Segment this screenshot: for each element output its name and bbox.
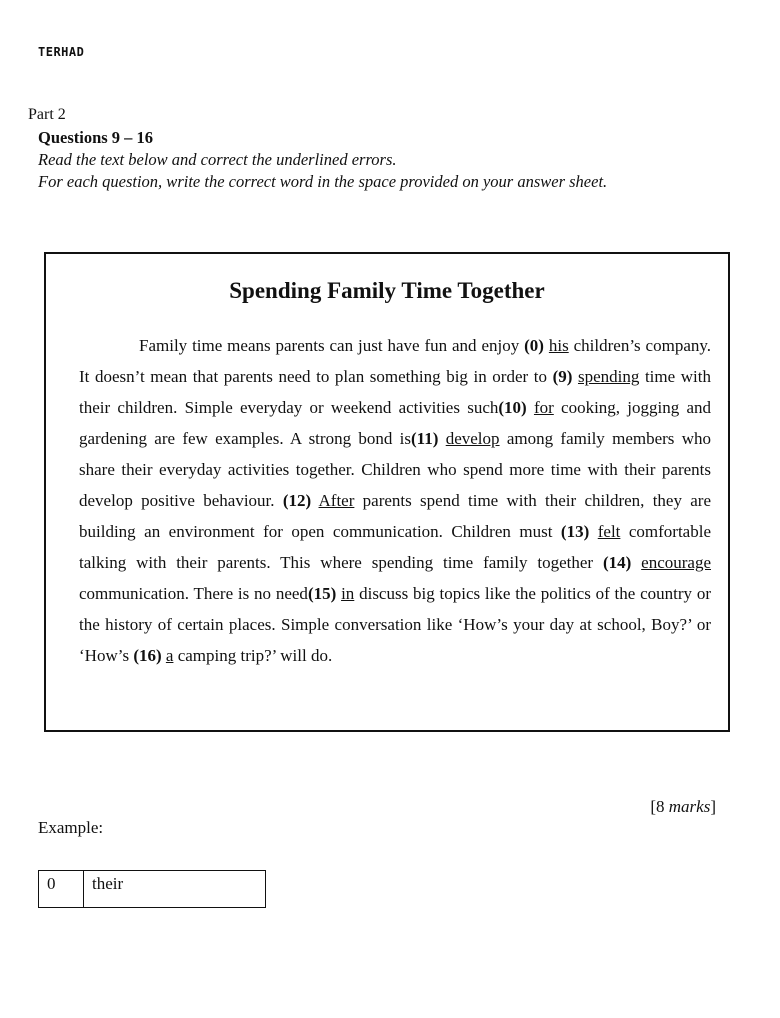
question-number: (11) [411, 429, 439, 448]
passage-title: Spending Family Time Together [229, 278, 545, 303]
marks-open: [8 [650, 797, 669, 816]
passage-text: parents spend time with their children, they are building an environment for open communication. Children must [79, 491, 712, 541]
passage-text [438, 429, 445, 448]
passage-text [527, 398, 534, 417]
example-label: Example: [38, 818, 104, 837]
part-label: Part 2 [28, 106, 66, 123]
passage-text [631, 553, 641, 572]
passage-text: among family members who share their everyday activities together. Children who spend more time with their parents develop positive behaviour. [79, 429, 711, 510]
underlined-error: in [341, 584, 355, 603]
passage-text: comfortable talking with their parents. This where spending time family together [79, 522, 711, 572]
passage-text: Family time means parents can just have fun and enjoy [139, 336, 525, 355]
marks-allocation [650, 797, 716, 817]
passage-text: discuss big topics like the politics of the country or the history of certain places. Simple conversation like ‘How’s your day at school, Boy?’ or ‘How’s [79, 584, 712, 665]
underlined-error: spending [577, 367, 640, 386]
underlined-error: encourage [641, 553, 711, 572]
question-number: (10) [498, 398, 527, 417]
instruction-line-2: For each question, write the correct word in the space provided on your answer sheet. [38, 172, 608, 191]
questions-range: Questions 9 – 16 [38, 128, 154, 147]
passage-box [44, 252, 730, 732]
underlined-error: felt [597, 522, 621, 541]
marks-close: ] [710, 797, 716, 816]
underlined-error: After [318, 491, 355, 510]
passage-text: communication. There is no need [79, 584, 308, 603]
passage-body [79, 330, 711, 671]
marks-word: marks [668, 797, 711, 816]
question-number: (16) [133, 646, 162, 665]
underlined-error: for [533, 398, 554, 417]
example-answer-table [38, 870, 266, 908]
passage-text: cooking, jogging and gardening are few examples. A strong bond is [79, 398, 712, 448]
question-number: (0) [524, 336, 544, 355]
instructions-block [38, 127, 607, 193]
question-number: (14) [602, 553, 632, 572]
question-number: (9) [552, 367, 573, 386]
underlined-error: a [165, 646, 174, 665]
passage-text [589, 522, 597, 541]
underlined-error: develop [445, 429, 500, 448]
passage-text: time with their children. Simple everyday or weekend activities such [79, 367, 711, 417]
classification-label: TERHAD [38, 45, 85, 59]
example-row [39, 871, 266, 908]
underlined-error: his [548, 336, 569, 355]
passage-text: children’s company. It doesn’t mean that parents need to plan something big in order to [79, 336, 712, 386]
question-number: (12) [282, 491, 312, 510]
example-number-cell: 0 [39, 871, 84, 908]
instruction-line-1: Read the text below and correct the underlined errors. [38, 150, 397, 169]
passage-text: camping trip?’ will do. [173, 646, 333, 665]
example-answer-cell: their [84, 871, 266, 908]
passage-text [311, 491, 318, 510]
question-number: (13) [560, 522, 590, 541]
question-number: (15) [307, 584, 337, 603]
